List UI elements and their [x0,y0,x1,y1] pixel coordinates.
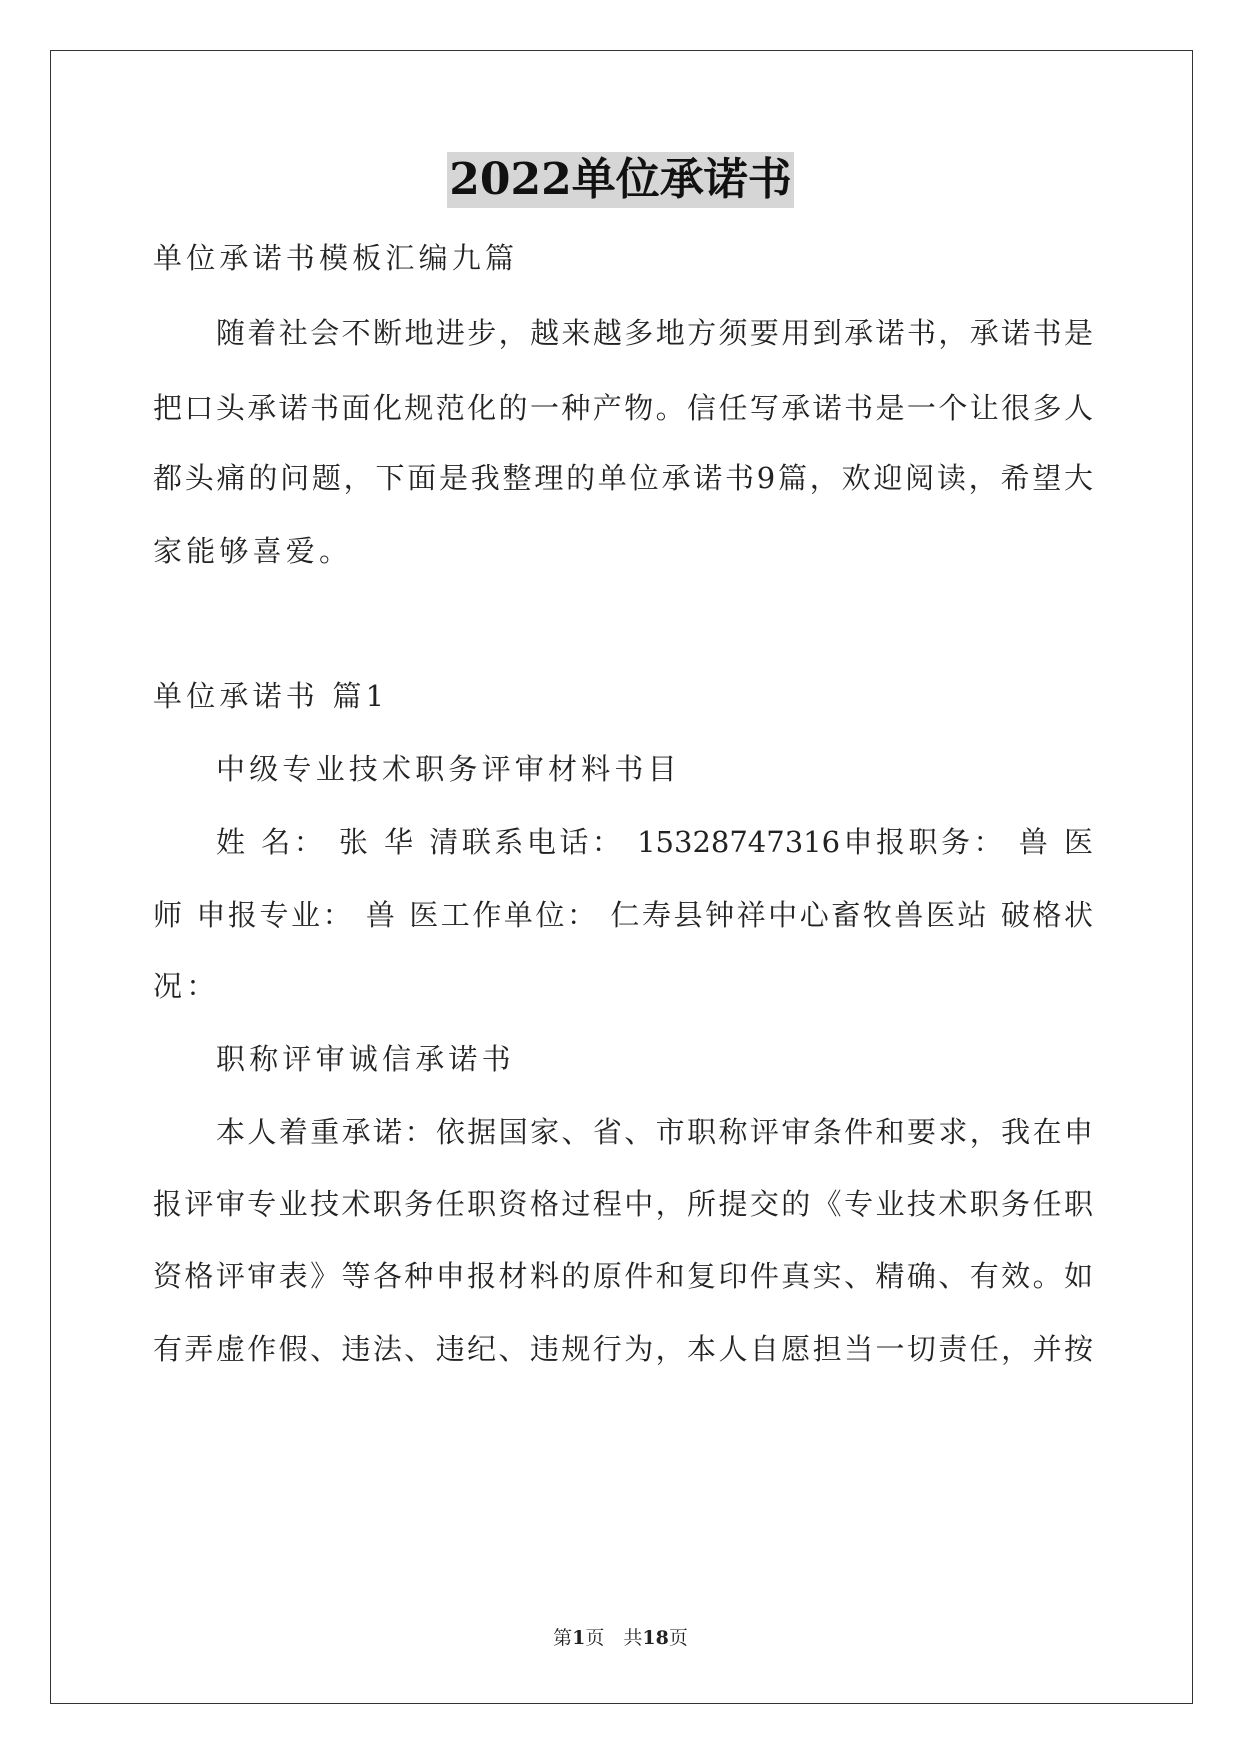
footer-page-prefix: 第 [553,1627,573,1649]
pledge-title: 职称评审诚信承诺书 [216,1042,515,1076]
intro-line-3: 都头痛的问题，下面是我整理的单位承诺书9篇，欢迎阅读，希望大 [153,461,1093,495]
document-subtitle: 单位承诺书模板汇编九篇 [153,241,519,275]
intro-line-1: 随着社会不断地进步，越来越多地方须要用到承诺书，承诺书是 [216,316,1093,350]
pledge-line-3: 资格评审表》等各种申报材料的原件和复印件真实、精确、有效。如 [153,1259,1093,1293]
page-footer [0,1625,1241,1651]
footer-page-mid: 页 共 [585,1627,643,1649]
info-line-1: 姓 名： 张 华 清联系电话： 15328747316申报职务： 兽 医 [216,825,1093,859]
title-wrap [0,152,1241,208]
intro-line-2: 把口头承诺书面化规范化的一种产物。信任写承诺书是一个让很多人 [153,391,1093,425]
footer-page-current: 1 [572,1627,586,1649]
pledge-line-1: 本人着重承诺：依据国家、省、市职称评审条件和要求，我在申 [216,1115,1093,1149]
document-title: 2022单位承诺书 [447,152,793,208]
info-line-3: 况： [153,969,220,1003]
info-line-2: 师 申报专业： 兽 医工作单位： 仁寿县钟祥中心畜牧兽医站 破格状 [153,898,1093,932]
footer-page-total: 18 [642,1627,669,1649]
material-title: 中级专业技术职务评审材料书目 [216,752,681,786]
page-border [50,50,1193,1704]
pledge-line-4: 有弄虚作假、违法、违纪、违规行为，本人自愿担当一切责任，并按 [153,1332,1093,1366]
footer-page-suffix: 页 [668,1627,688,1649]
pledge-line-2: 报评审专业技术职务任职资格过程中，所提交的《专业技术职务任职 [153,1187,1093,1221]
section-heading: 单位承诺书 篇1 [153,679,389,713]
intro-line-4: 家能够喜爱。 [153,534,353,568]
